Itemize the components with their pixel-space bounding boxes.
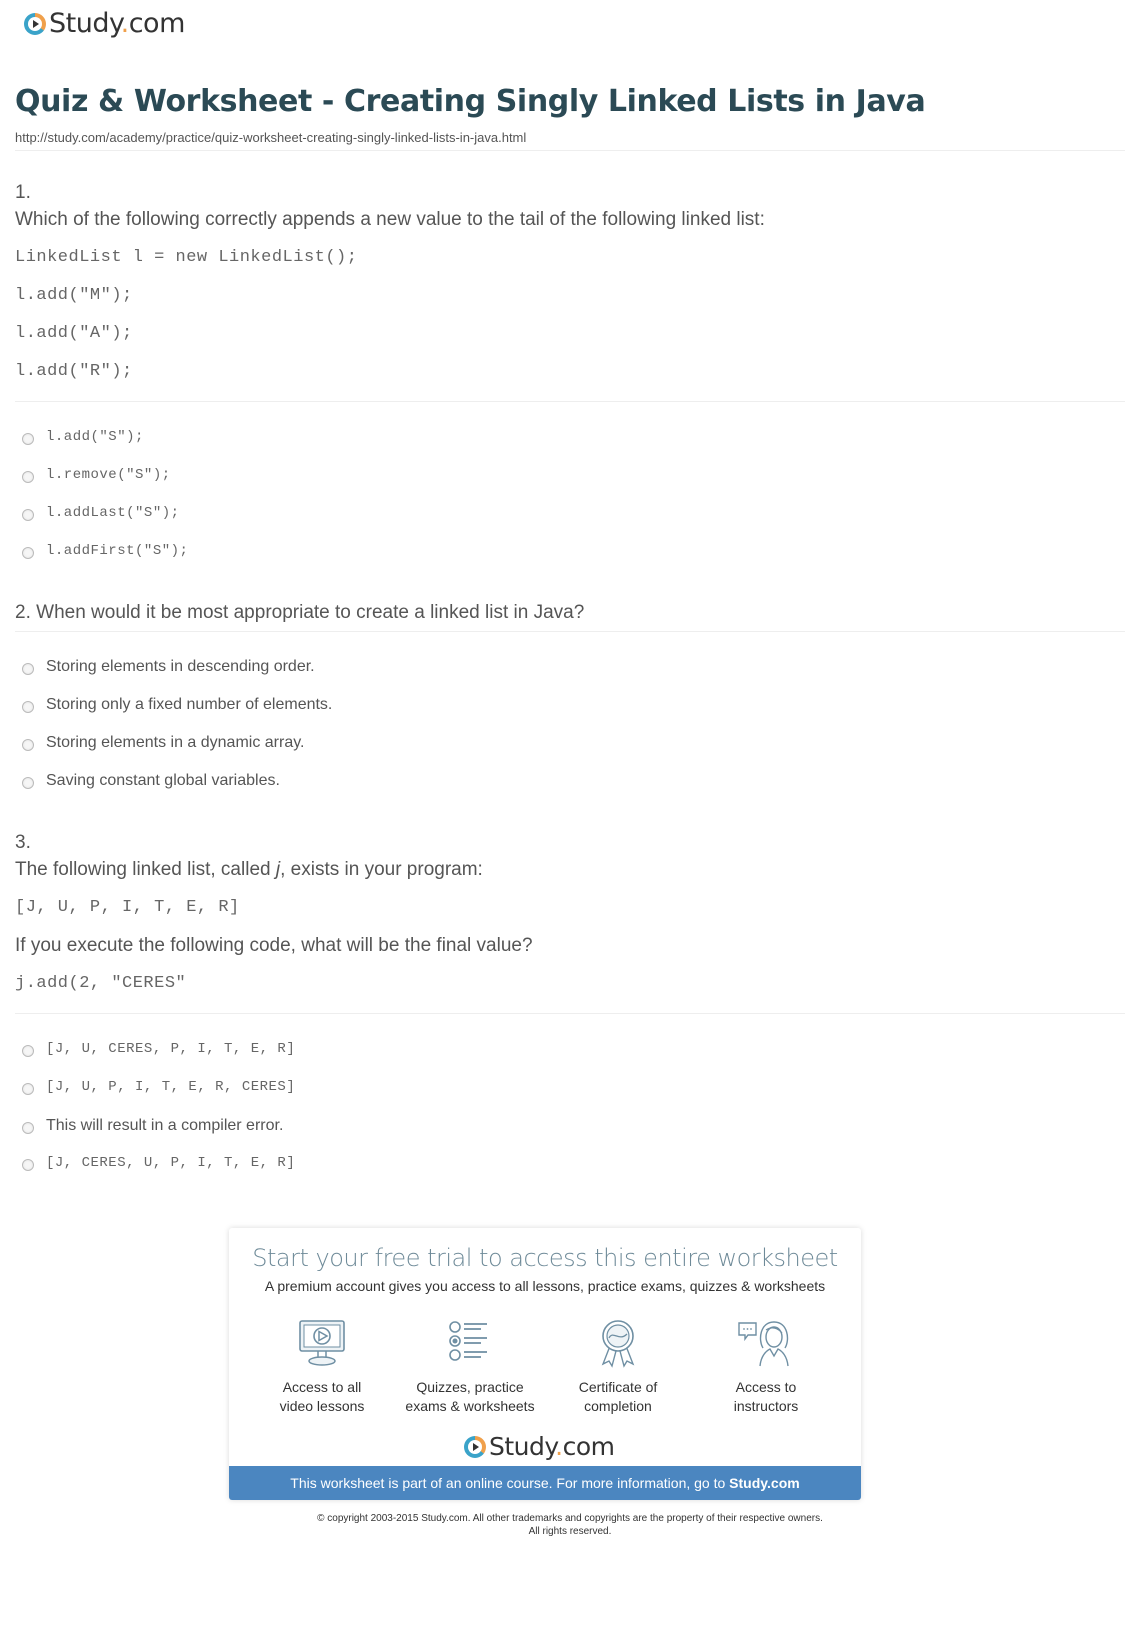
study-link[interactable]: Study.com <box>729 1475 800 1491</box>
promo-subtitle: A premium account gives you access to all lessons, practice exams, quizzes & worksheets <box>264 1278 826 1294</box>
study-logo[interactable] <box>24 8 185 39</box>
question-3-text-2: If you execute the following code, what will be the final value? <box>15 935 533 956</box>
certificate-ribbon-icon <box>593 1318 643 1368</box>
play-logo-icon <box>464 1436 486 1458</box>
instructor-chat-icon <box>736 1318 796 1368</box>
question-3-text: The following linked list, called j, exists in your program: <box>15 859 483 880</box>
divider <box>15 1013 1125 1014</box>
radio-button[interactable] <box>22 1122 34 1134</box>
page-url[interactable]: http://study.com/academy/practice/quiz-worksheet-creating-singly-linked-lists-in-java.html <box>15 130 527 145</box>
divider <box>15 401 1125 402</box>
play-logo-icon <box>24 13 46 35</box>
feature-video-lessons: Access to all video lessons <box>247 1318 397 1416</box>
question-3-number: 3. <box>15 832 31 853</box>
question-1-option[interactable]: l.addFirst("S"); <box>22 543 188 559</box>
question-2-text: 2. When would it be most appropriate to create a linked list in Java? <box>15 602 585 623</box>
feature-instructors: Access to instructors <box>691 1318 841 1416</box>
promo-study-logo[interactable]: Study.com <box>464 1432 614 1461</box>
radio-button[interactable] <box>22 1045 34 1057</box>
question-3-code: j.add(2, "CERES" <box>15 974 187 993</box>
question-1-code-line: LinkedList l = new LinkedList(); <box>15 248 358 267</box>
logo-text: Study.com <box>49 8 185 39</box>
page-title: Quiz & Worksheet - Creating Singly Linked Lists in Java <box>15 84 926 119</box>
radio-button[interactable] <box>22 433 34 445</box>
quiz-list-icon <box>445 1318 495 1368</box>
radio-button[interactable] <box>22 1159 34 1171</box>
radio-button[interactable] <box>22 701 34 713</box>
feature-certificate: Certificate of completion <box>543 1318 693 1416</box>
question-3-list-code: [J, U, P, I, T, E, R] <box>15 898 240 917</box>
video-monitor-icon <box>297 1318 347 1368</box>
free-trial-promo <box>229 1228 861 1500</box>
radio-button[interactable] <box>22 739 34 751</box>
question-1-code-line: l.add("R"); <box>15 362 133 381</box>
feature-quizzes: Quizzes, practice exams & worksheets <box>395 1318 545 1416</box>
radio-button[interactable] <box>22 471 34 483</box>
question-3-option[interactable]: [J, U, CERES, P, I, T, E, R] <box>22 1041 295 1057</box>
question-3-option[interactable]: This will result in a compiler error. <box>22 1117 283 1135</box>
course-info-bar[interactable]: This worksheet is part of an online course. For more information, go to Study.com <box>229 1466 861 1500</box>
copyright-footer: © copyright 2003-2015 Study.com. All other trademarks and copyrights are the property of their respective owners. All rights reserved. <box>317 1513 823 1537</box>
divider <box>15 631 1125 632</box>
radio-button[interactable] <box>22 663 34 675</box>
question-3-option[interactable]: [J, CERES, U, P, I, T, E, R] <box>22 1155 295 1171</box>
question-2-option[interactable]: Storing elements in descending order. <box>22 658 315 676</box>
question-1-code-line: l.add("A"); <box>15 324 133 343</box>
question-3-option[interactable]: [J, U, P, I, T, E, R, CERES] <box>22 1079 295 1095</box>
radio-button[interactable] <box>22 509 34 521</box>
question-1-option[interactable]: l.addLast("S"); <box>22 505 180 521</box>
radio-button[interactable] <box>22 777 34 789</box>
question-1-option[interactable]: l.remove("S"); <box>22 467 171 483</box>
question-1-option[interactable]: l.add("S"); <box>22 429 144 445</box>
divider <box>15 150 1125 151</box>
question-1-number: 1. <box>15 182 31 203</box>
question-2-option[interactable]: Saving constant global variables. <box>22 772 280 790</box>
question-2-option[interactable]: Storing only a fixed number of elements. <box>22 696 332 714</box>
question-1-code-line: l.add("M"); <box>15 286 133 305</box>
question-1-text: Which of the following correctly appends a new value to the tail of the following linked list: <box>15 209 765 230</box>
radio-button[interactable] <box>22 547 34 559</box>
promo-title[interactable]: Start your free trial to access this entire worksheet <box>252 1244 838 1272</box>
radio-button[interactable] <box>22 1083 34 1095</box>
question-2-option[interactable]: Storing elements in a dynamic array. <box>22 734 304 752</box>
